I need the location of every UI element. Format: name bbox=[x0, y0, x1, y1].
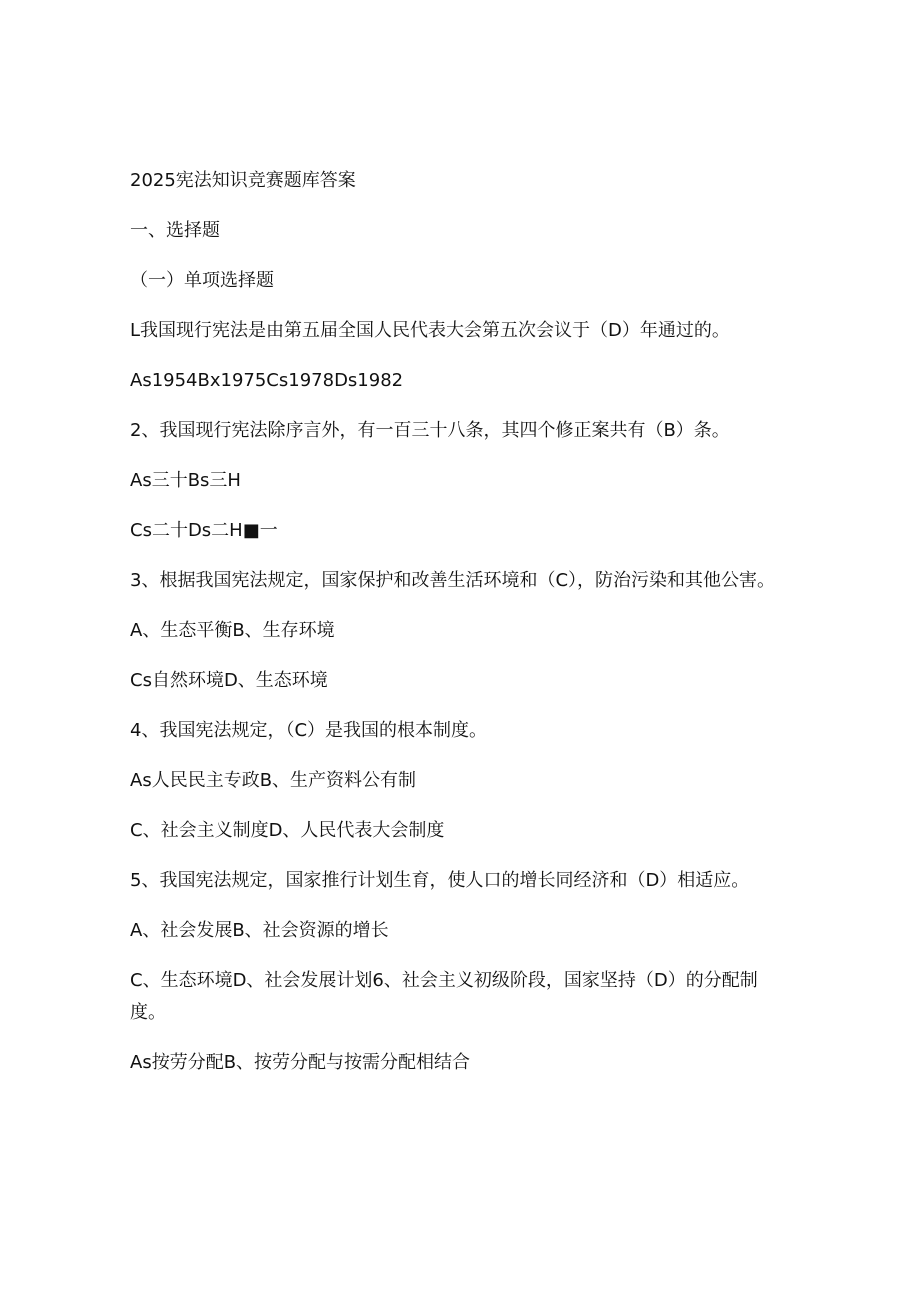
question-6-options-ab: As按劳分配B、按劳分配与按需分配相结合 bbox=[130, 1052, 471, 1073]
question-1-options: As1954Bx1975Cs1978Ds1982 bbox=[130, 370, 404, 391]
document-body bbox=[130, 165, 780, 1097]
question-2-options-cd: Cs二十Ds二H■一 bbox=[130, 520, 278, 541]
question-4-options-cd: C、社会主义制度D、人民代表大会制度 bbox=[130, 820, 445, 841]
question-5-options-ab: A、社会发展B、社会资源的增长 bbox=[130, 920, 389, 941]
question-3-options-cd: Cs自然环境D、生态环境 bbox=[130, 670, 328, 691]
question-4: 4、我国宪法规定，（C）是我国的根本制度。 bbox=[130, 720, 488, 741]
question-1: L我国现行宪法是由第五届全国人民代表大会第五次会议于（D）年通过的。 bbox=[130, 320, 730, 341]
document-title: 2025宪法知识竞赛题库答案 bbox=[130, 170, 356, 191]
question-4-options-ab: As人民民主专政B、生产资料公有制 bbox=[130, 770, 417, 791]
question-3: 3、根据我国宪法规定，国家保护和改善生活环境和（C），防治污染和其他公害。 bbox=[130, 570, 776, 591]
question-2: 2、我国现行宪法除序言外，有一百三十八条，其四个修正案共有（B）条。 bbox=[130, 420, 730, 441]
question-5-options-cd-and-question-6: C、生态环境D、社会发展计划6、社会主义初级阶段，国家坚持（D）的分配制度。 bbox=[130, 970, 758, 1023]
section-heading: 一、选择题 bbox=[130, 220, 220, 241]
question-2-options-ab: As三十Bs三H bbox=[130, 470, 241, 491]
question-5: 5、我国宪法规定，国家推行计划生育，使人口的增长同经济和（D）相适应。 bbox=[130, 870, 750, 891]
subsection-heading: （一）单项选择题 bbox=[130, 270, 274, 291]
question-3-options-ab: A、生态平衡B、生存环境 bbox=[130, 620, 335, 641]
